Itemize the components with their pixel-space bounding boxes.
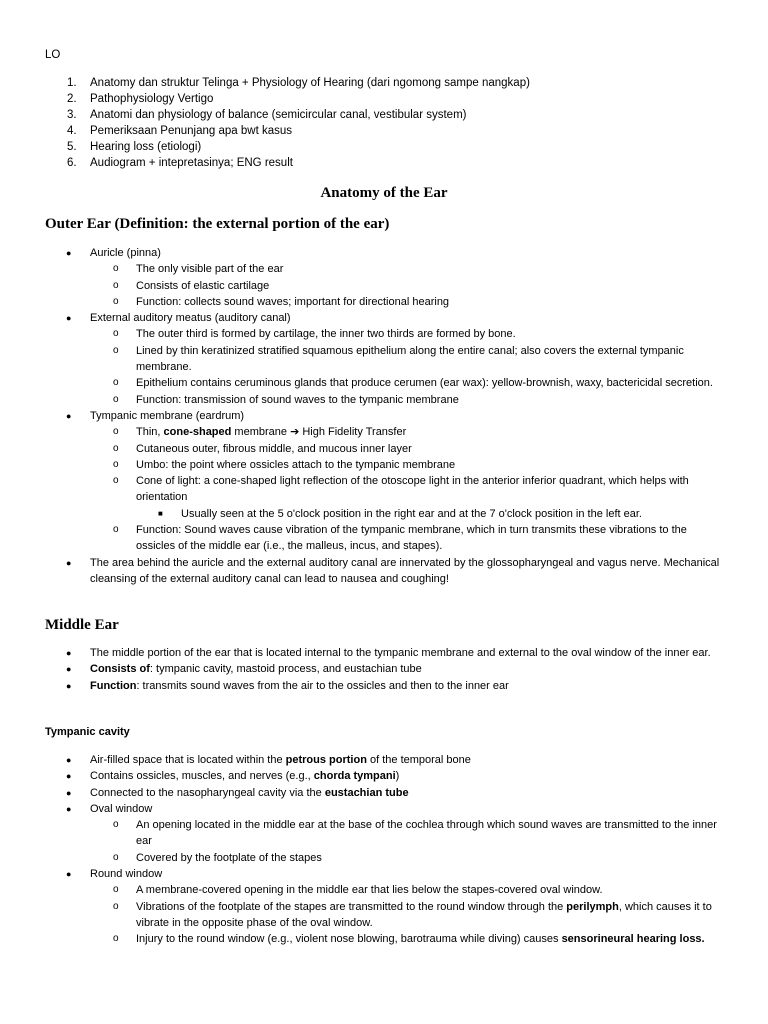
list-item [0, 752, 768, 768]
list-item-text: Consists of elastic cartilage [136, 279, 270, 292]
auricle-label: Auricle (pinna) [90, 247, 161, 259]
lo-number: 1. [67, 77, 77, 89]
lo-number: 5. [67, 141, 77, 153]
list-item [0, 457, 768, 473]
list-item [0, 850, 768, 866]
lo-item [0, 155, 768, 171]
list-item [0, 645, 768, 661]
lo-number: 2. [67, 93, 77, 105]
text-run: of the temporal bone [366, 754, 471, 766]
list-item [0, 441, 768, 457]
list-item [0, 882, 768, 898]
bullet-icon: ● [66, 664, 72, 675]
list-item [0, 785, 768, 801]
circle-bullet-icon: o [113, 851, 119, 863]
list-item-text: Function: collects sound waves; important for directional hearing [136, 295, 450, 308]
circle-bullet-icon: o [113, 295, 119, 307]
learning-objectives-list [0, 75, 768, 171]
text-run: Connected to the nasopharyngeal cavity via the [90, 786, 325, 799]
circle-bullet-icon: o [113, 279, 119, 291]
list-item [0, 408, 768, 424]
list-item-text: Umbo: the point where ossicles attach to the tympanic membrane [136, 458, 456, 471]
bullet-icon: ● [66, 648, 72, 658]
meatus-label: External auditory meatus (auditory canal) [90, 312, 291, 325]
list-item-text: Lined by thin keratinized stratified squamous epithelium along the entire canal; also covers the external tympanic membrane. [136, 344, 684, 374]
bold-term: Consists of [90, 663, 150, 676]
list-item [0, 310, 768, 326]
list-item [0, 931, 768, 947]
list-item [0, 866, 768, 882]
text-run: ) [395, 770, 400, 783]
list-item-text: Cone of light: a cone-shaped light reflection of the otoscope light in the anterior inferior quadrant, which helps with orientation [136, 475, 689, 504]
circle-bullet-icon: o [113, 524, 119, 536]
circle-bullet-icon: o [113, 458, 119, 470]
middle-ear-list [0, 645, 768, 694]
circle-bullet-icon: o [113, 426, 119, 438]
circle-bullet-icon: o [113, 393, 119, 405]
bold-term: chorda tympani [313, 770, 396, 783]
list-item-text: The only visible part of the ear [136, 263, 284, 276]
bold-term: cone-shaped [163, 426, 232, 439]
list-item [0, 768, 768, 784]
round-window-label: Round window [90, 868, 163, 881]
list-item [0, 506, 768, 522]
lo-label: LO [45, 49, 61, 61]
bold-term: eustachian tube [324, 786, 409, 799]
bullet-icon: ● [66, 771, 72, 782]
square-bullet-icon: ■ [158, 508, 163, 518]
list-item-text [90, 785, 723, 801]
circle-bullet-icon: o [113, 933, 119, 945]
list-item-text [90, 678, 723, 694]
list-item-text [136, 899, 723, 932]
lo-item [0, 75, 768, 91]
list-item [0, 343, 768, 376]
circle-bullet-icon: o [113, 328, 119, 340]
bullet-icon: ● [66, 869, 72, 880]
list-item-text: The middle portion of the ear that is located internal to the tympanic membrane and external to the oval window of the inner ear. [90, 647, 711, 659]
bullet-icon: ● [66, 248, 72, 258]
bullet-icon: ● [66, 410, 72, 421]
tympanic-cavity-heading: Tympanic cavity [45, 726, 130, 738]
lo-text: Hearing loss (etiologi) [90, 141, 202, 153]
circle-bullet-icon: o [113, 900, 119, 912]
list-item-text: Function: transmission of sound waves to the tympanic membrane [136, 393, 459, 406]
bold-term: perilymph [566, 900, 619, 913]
list-item [0, 522, 768, 555]
list-item-text: A membrane-covered opening in the middle ear that lies below the stapes-covered oval window. [136, 884, 603, 897]
bullet-icon: ● [66, 755, 72, 765]
list-item [0, 375, 768, 391]
list-item-text [136, 424, 723, 440]
lo-text: Anatomi dan physiology of balance (semicircular canal, vestibular system) [90, 109, 467, 121]
list-item [0, 261, 768, 277]
bold-term: petrous portion [285, 754, 367, 766]
list-item [0, 473, 768, 506]
bullet-icon: ● [66, 803, 72, 814]
middle-ear-heading: Middle Ear [45, 617, 119, 633]
list-item [0, 245, 768, 261]
document-title: Anatomy of the Ear [320, 185, 448, 201]
lo-item [0, 91, 768, 107]
outer-ear-heading: Outer Ear (Definition: the external portion of the ear) [45, 216, 390, 232]
lo-number: 4. [67, 125, 77, 137]
list-item [0, 326, 768, 342]
text-run: : transmits sound waves from the air to the ossicles and then to the inner ear [136, 679, 509, 692]
list-item-text: An opening located in the middle ear at the base of the cochlea through which sound waves are transmitted to the inner ear [136, 819, 717, 848]
bullet-icon: ● [66, 313, 72, 324]
text-run: Injury to the round window (e.g., violent nose blowing, barotrauma while diving) causes [136, 933, 562, 946]
circle-bullet-icon: o [113, 819, 119, 831]
list-item [0, 899, 768, 932]
tympanic-cavity-list [0, 752, 768, 948]
lo-text: Audiogram + intepretasinya; ENG result [90, 157, 293, 169]
text-run: : tympanic cavity, mastoid process, and eustachian tube [149, 663, 422, 676]
list-item-text: Epithelium contains ceruminous glands that produce cerumen (ear wax): yellow-brownish, waxy, bactericidal secretion. [136, 377, 713, 390]
list-item-text: The outer third is formed by cartilage, the inner two thirds are formed by bone. [136, 328, 516, 341]
list-item-text [90, 661, 723, 677]
list-item [0, 278, 768, 294]
list-item [0, 294, 768, 310]
bullet-icon: ● [66, 787, 72, 798]
list-item [0, 678, 768, 694]
list-item [0, 661, 768, 677]
list-item-text: Function: Sound waves cause vibration of the tympanic membrane, which in turn transmits these vibrations to the ossicles of the middle ear (i.e., the malleus, incus, and stapes). [136, 524, 687, 553]
circle-bullet-icon: o [113, 377, 119, 389]
text-run: membrane ➔ High Fidelity Transfer [231, 426, 407, 439]
bullet-icon: ● [66, 557, 72, 568]
circle-bullet-icon: o [113, 884, 119, 896]
circle-bullet-icon: o [113, 344, 119, 356]
lo-text: Anatomy dan struktur Telinga + Physiology of Hearing (dari ngomong sampe nangkap) [90, 77, 530, 89]
lo-text: Pathophysiology Vertigo [90, 93, 214, 105]
list-item-text: Covered by the footplate of the stapes [136, 851, 322, 864]
list-item [0, 392, 768, 408]
text-run: , which causes it to vibrate in the opposite phase of the oval window. [136, 900, 712, 929]
bold-term: sensorineural hearing loss. [561, 933, 705, 946]
circle-bullet-icon: o [113, 442, 119, 454]
list-item-text: Cutaneous outer, fibrous middle, and mucous inner layer [136, 442, 412, 455]
list-item-text: Usually seen at the 5 o'clock position in the right ear and at the 7 o'clock position in the left ear. [181, 507, 642, 520]
text-run: Vibrations of the footplate of the stapes are transmitted to the round window through the [136, 900, 567, 913]
bold-term: Function [90, 679, 137, 692]
list-item-text [90, 752, 723, 768]
lo-item [0, 107, 768, 123]
bullet-icon: ● [66, 680, 72, 691]
list-item [0, 424, 768, 440]
text-run: Contains ossicles, muscles, and nerves (e.g., [90, 770, 314, 783]
text-run: Air-filled space that is located within the [90, 754, 286, 766]
list-item [0, 817, 768, 850]
oval-window-label: Oval window [90, 802, 153, 815]
text-run: Thin, [136, 426, 164, 439]
list-item [0, 801, 768, 817]
lo-item [0, 123, 768, 139]
outer-ear-list [0, 245, 768, 587]
list-item-text: The area behind the auricle and the external auditory canal are innervated by the glossopharyngeal and vagus nerve. Mechanical cleansing of the external auditory canal can lead to nausea and coughing! [90, 556, 720, 585]
list-item-text [90, 768, 723, 784]
tympanic-membrane-label: Tympanic membrane (eardrum) [90, 409, 245, 422]
lo-number: 6. [67, 157, 77, 169]
circle-bullet-icon: o [113, 475, 119, 487]
list-item [0, 555, 768, 588]
lo-item [0, 139, 768, 155]
lo-text: Pemeriksaan Penunjang apa bwt kasus [90, 125, 293, 137]
lo-number: 3. [67, 109, 77, 121]
circle-bullet-icon: o [113, 263, 119, 275]
list-item-text [136, 931, 723, 947]
